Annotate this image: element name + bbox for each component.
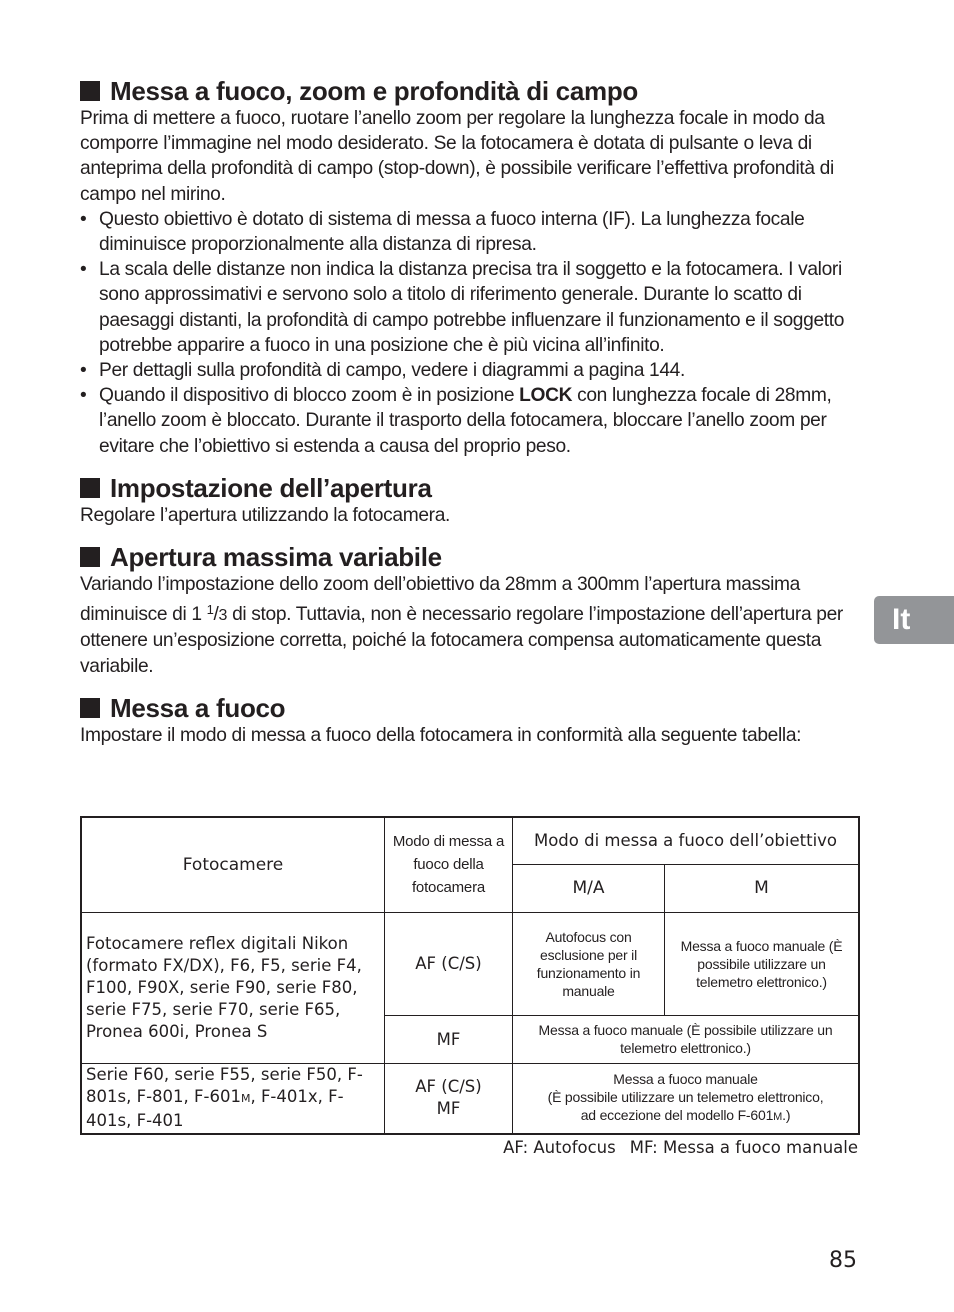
lock-label: LOCK bbox=[519, 385, 573, 407]
table-row bbox=[81, 1063, 859, 1134]
language-tab: It bbox=[874, 596, 954, 644]
list-item: • La scala delle distanze non indica la distanza precisa tra il soggetto e la fotocamera. I valori sono approssimativi e servono solo a titolo di riferimento generale. Durante lo scatto di paesaggi distanti, la profondità di campo potrebbe influenzare il funzionamento e il soggetto potrebbe apparire a fuoco in una posizione che è più vicina all’infinito. bbox=[80, 259, 845, 356]
cell-lens-mode-all: Messa a fuoco manuale (È possibile utilizzare un telemetro elettronico.) bbox=[513, 1015, 860, 1063]
section-text: Variando l’impostazione dello zoom dell’obiettivo da 28mm a 300mm l’apertura massima diminuisce di 1 $^1$/3 di stop. Tuttavia, non è necessario regolare l’impostazione dell’apertura per ottenere un’esposizione corretta, poiché la fotocamera compensa automaticamente questa variabile. bbox=[80, 574, 843, 677]
section-aperture-setting bbox=[80, 473, 860, 528]
cell-cameras: Fotocamere reflex digitali Nikon (formato FX/DX), F6, F5, serie F4, F100, F90X, serie F90, serie F80, serie F75, serie F70, serie F65, Pronea 600i, Pronea S bbox=[81, 912, 385, 1063]
bullet-icon: • bbox=[80, 208, 87, 230]
section-focus-zoom-dof bbox=[80, 76, 860, 459]
table-row bbox=[81, 912, 859, 1015]
legend-af: AF: Autofocus bbox=[503, 1138, 616, 1157]
section-heading: Impostazione dell’apertura bbox=[80, 473, 860, 503]
bullet-icon: • bbox=[80, 385, 87, 407]
section-intro: Prima di mettere a fuoco, ruotare l’anello zoom per regolare la lunghezza focale in modo da comporre l’immagine nel modo desiderato. Se la fotocamera è dotata di pulsante o leva di anteprima della profondità di campo (stop-down), è possibile verificare l’effettiva profondità di campo nel mirino. bbox=[80, 108, 834, 205]
section-variable-max-aperture bbox=[80, 542, 860, 679]
bullet-icon: • bbox=[80, 259, 87, 281]
list-item: • Per dettagli sulla profondità di campo, vedere i diagrammi a pagina 144. bbox=[80, 358, 860, 383]
cell-camera-mode: MF bbox=[385, 1015, 513, 1063]
page-number: 85 bbox=[829, 1248, 857, 1273]
cell-camera-mode: AF (C/S) bbox=[385, 912, 513, 1015]
list-item: • Quando il dispositivo di blocco zoom è in posizione LOCK con lunghezza focale di 28mm, l’anello zoom è bloccato. Durante il trasporto della fotocamera, bloccare l’anello zoom per evitare che l’obiettivo si estenda a causa del proprio peso. bbox=[80, 385, 832, 457]
header-lens-mode: Modo di messa a fuoco dell’obiettivo bbox=[513, 817, 860, 864]
bullet-list bbox=[80, 207, 860, 459]
section-focusing bbox=[80, 693, 860, 748]
legend-mf: MF: Messa a fuoco manuale bbox=[629, 1138, 858, 1157]
page-content bbox=[80, 76, 860, 748]
header-ma: M/A bbox=[513, 864, 665, 912]
square-bullet-icon bbox=[80, 478, 100, 498]
cell-m: Messa a fuoco manuale (È possibile utilizzare un telemetro elettronico.) bbox=[665, 912, 860, 1015]
cell-lens-mode-all: Messa a fuoco manuale (È possibile utilizzare un telemetro elettronico, ad eccezione del modello F-601M.) bbox=[513, 1063, 860, 1134]
section-text: Impostare il modo di messa a fuoco della fotocamera in conformità alla seguente tabella: bbox=[80, 724, 802, 746]
bullet-icon: • bbox=[80, 360, 87, 382]
header-camera-mode: Modo di messa a fuoco della fotocamera bbox=[385, 817, 513, 912]
square-bullet-icon bbox=[80, 81, 100, 101]
header-m: M bbox=[665, 864, 860, 912]
header-cameras: Fotocamere bbox=[81, 817, 385, 912]
table-header-row bbox=[81, 817, 859, 864]
focus-mode-table bbox=[80, 816, 860, 1135]
table-legend bbox=[503, 1138, 858, 1157]
square-bullet-icon bbox=[80, 698, 100, 718]
section-heading: Apertura massima variabile bbox=[80, 542, 860, 572]
cell-ma: Autofocus con esclusione per il funzionamento in manuale bbox=[513, 912, 665, 1015]
section-heading: Messa a fuoco, zoom e profondità di campo bbox=[80, 76, 860, 106]
square-bullet-icon bbox=[80, 547, 100, 567]
section-text: Regolare l’apertura utilizzando la fotocamera. bbox=[80, 504, 450, 526]
cell-cameras: Serie F60, serie F55, serie F50, F-801s, F-801, F-601M, F-401x, F-401s, F-401 bbox=[81, 1063, 385, 1134]
section-heading: Messa a fuoco bbox=[80, 693, 860, 723]
cell-camera-mode: AF (C/S) MF bbox=[385, 1063, 513, 1134]
list-item: • Questo obiettivo è dotato di sistema di messa a fuoco interna (IF). La lunghezza focale diminuisce proporzionalmente alla distanza di ripresa. bbox=[80, 208, 805, 256]
